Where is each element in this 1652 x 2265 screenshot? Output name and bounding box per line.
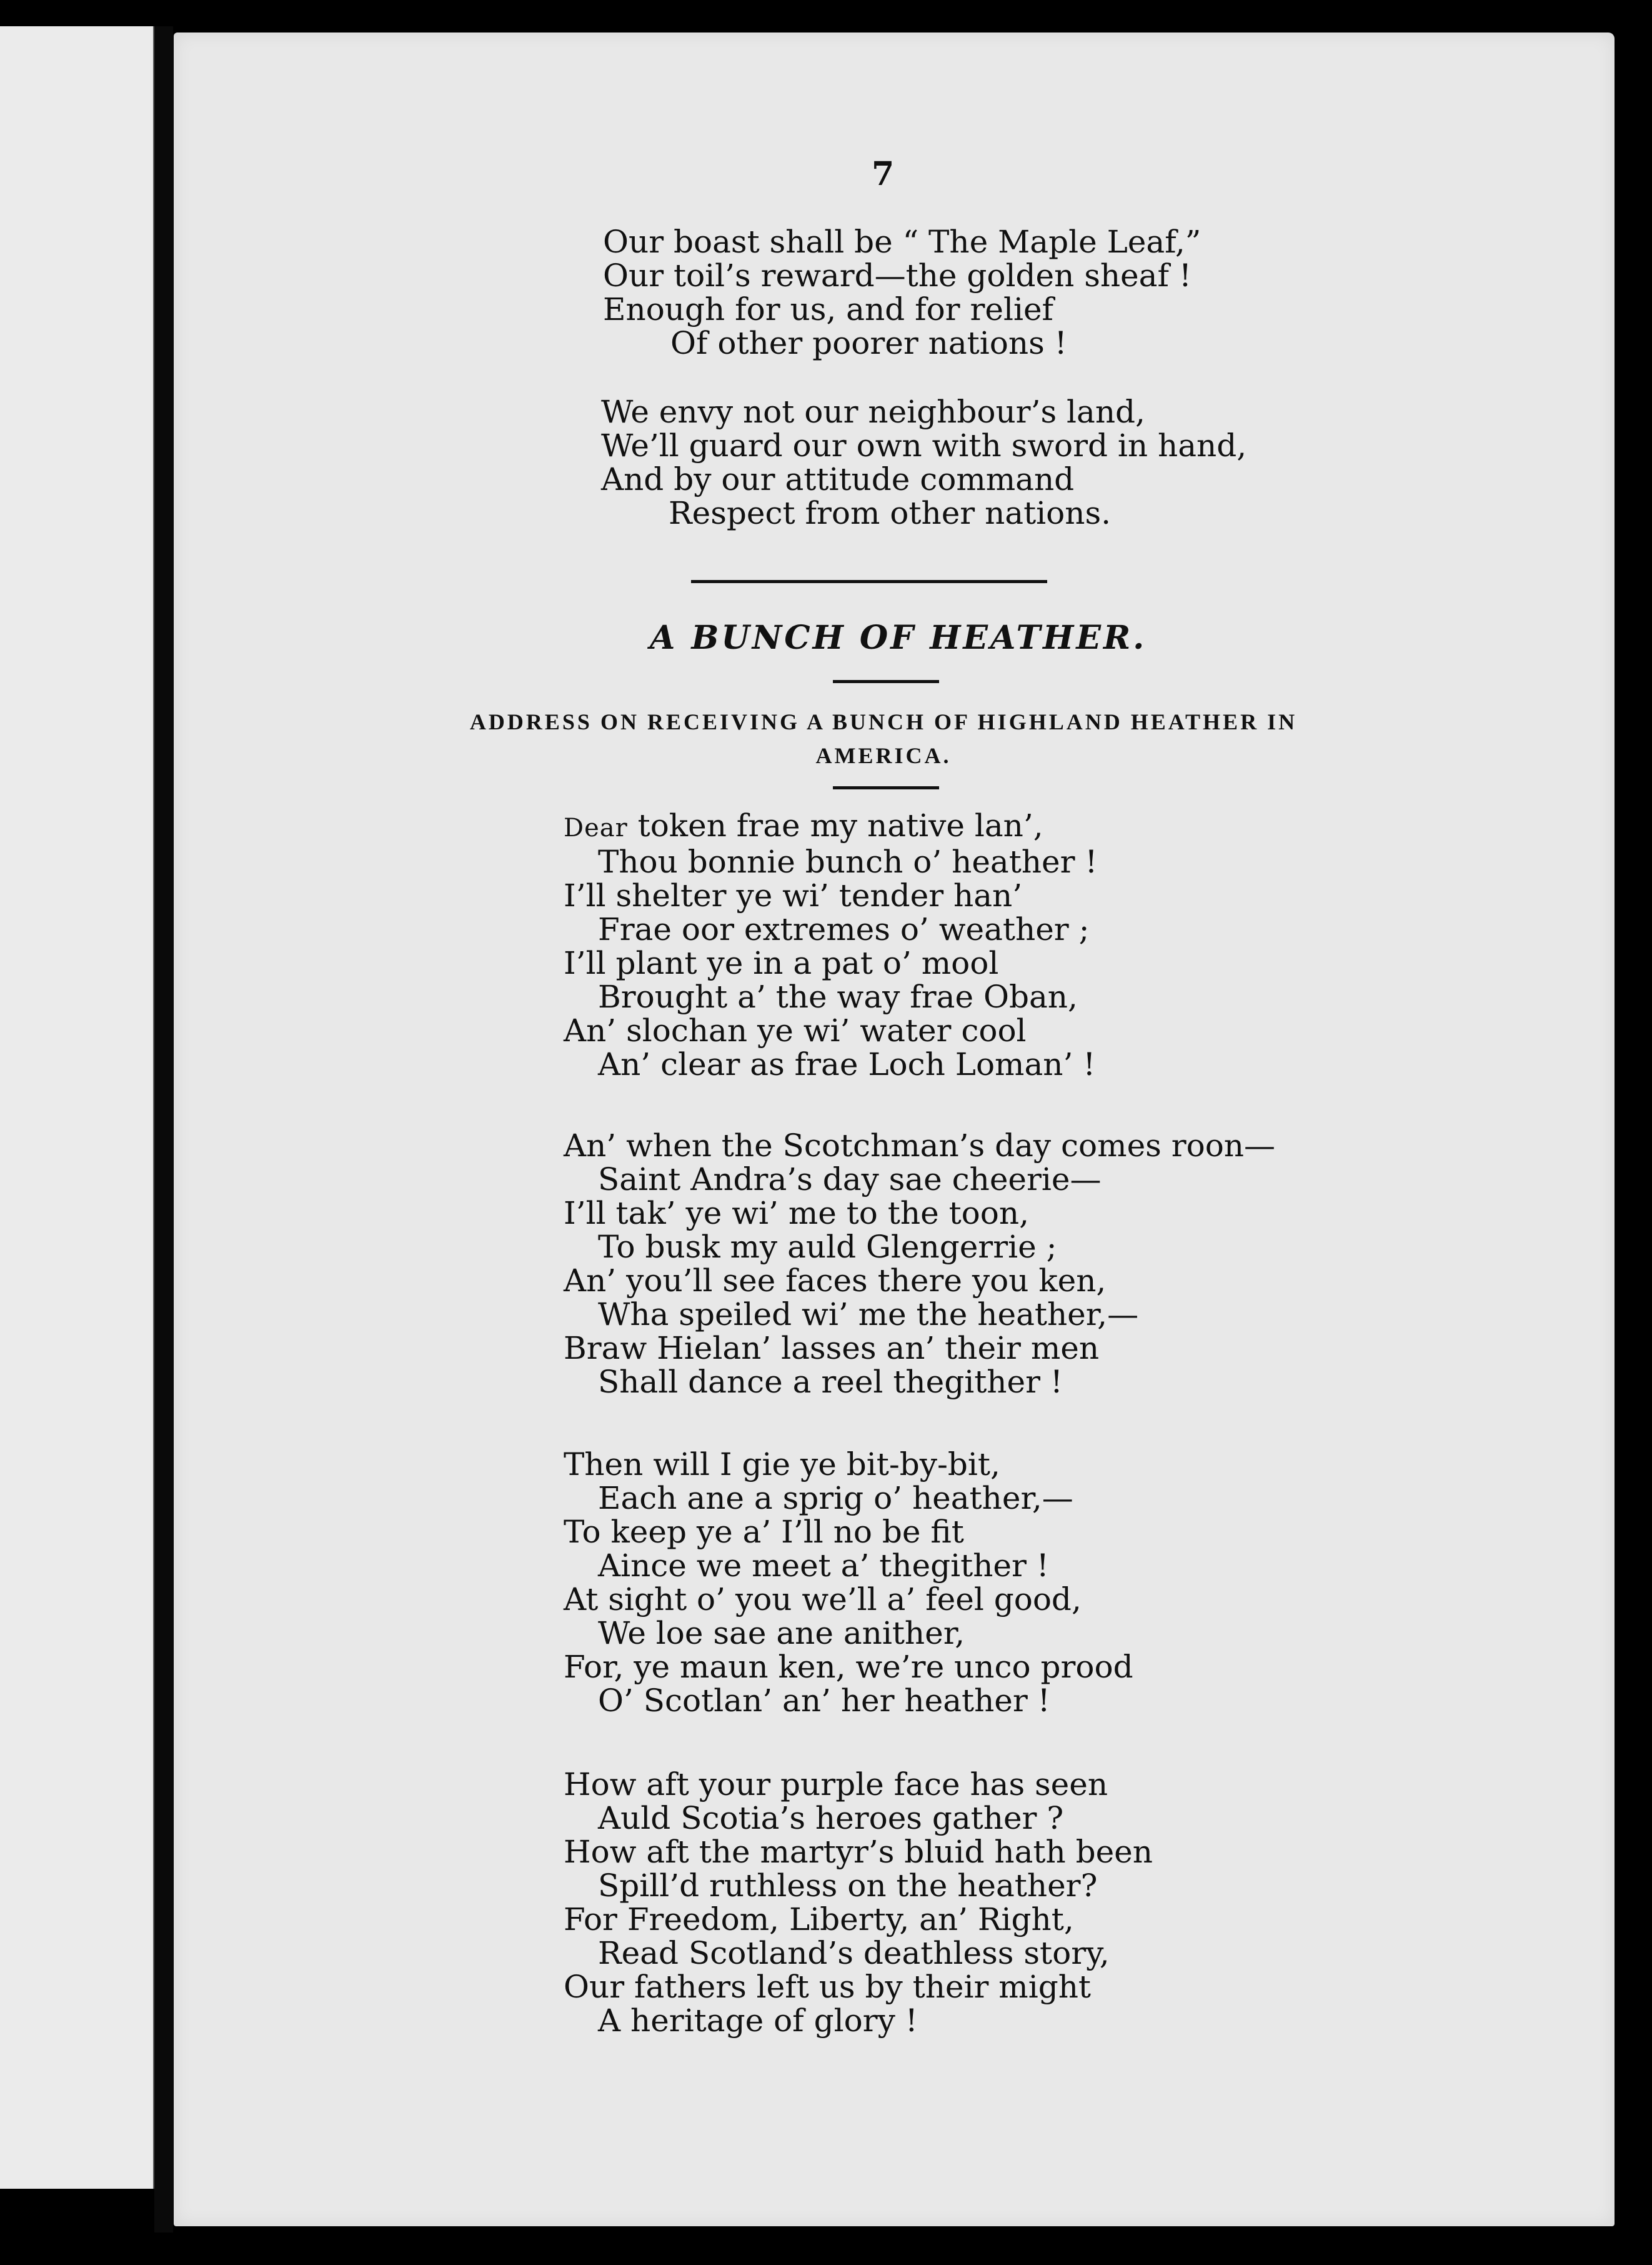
verse-line: How aft the martyr’s bluid hath been <box>564 1834 1153 1870</box>
verse-line: We envy not our neighbour’s land, <box>601 394 1145 430</box>
page-number: 7 <box>872 155 895 193</box>
subtitle-divider <box>833 786 939 789</box>
book-spine <box>154 26 173 2232</box>
verse-line: Auld Scotia’s heroes gather ? <box>598 1800 1064 1836</box>
title-divider <box>833 680 939 683</box>
verse-line: Respect from other nations. <box>669 495 1112 531</box>
verse-line: Wha speiled wi’ me the heather,— <box>598 1296 1139 1332</box>
verse-line: Saint Andra’s day sae cheerie— <box>598 1161 1102 1198</box>
verse-line: An’ slochan ye wi’ water cool <box>564 1012 1027 1049</box>
verse-line: To keep ye a’ I’ll no be fit <box>564 1514 964 1550</box>
stanza-4 <box>564 1768 1153 2038</box>
drop-word: Dear <box>564 814 628 842</box>
verse-line: Enough for us, and for relief <box>603 291 1054 328</box>
stanza-3 <box>564 1448 1133 1718</box>
verse-line: Our boast shall be “ The Maple Leaf,” <box>603 224 1202 260</box>
verse-line: Our fathers left us by their might <box>564 1969 1091 2005</box>
stanza-1 <box>564 809 1098 1081</box>
verse-line: At sight o’ you we’ll a’ feel good, <box>564 1581 1082 1618</box>
stanza-maple-leaf <box>603 225 1201 360</box>
verse-line: Brought a’ the way frae Oban, <box>598 979 1078 1015</box>
verse-line: We’ll guard our own with sword in hand, <box>601 428 1247 464</box>
verse-line: An’ clear as frae Loch Loman’ ! <box>598 1046 1096 1082</box>
verse-line: Frae oor extremes o’ weather ; <box>598 911 1090 948</box>
verse-line: For Freedom, Liberty, an’ Right, <box>564 1901 1074 1938</box>
verse-line: An’ you’ll see faces there you ken, <box>564 1262 1107 1299</box>
verse-line: How aft your purple face has seen <box>564 1766 1108 1802</box>
verse-line: Braw Hielan’ lasses an’ their men <box>564 1330 1100 1366</box>
verse-line: Of other poorer nations ! <box>670 325 1067 361</box>
verse-line: Read Scotland’s deathless story, <box>598 1935 1110 1971</box>
verse-line: An’ when the Scotchman’s day comes roon— <box>564 1128 1276 1164</box>
stanza-neighbours-land <box>601 395 1246 530</box>
verse-line: And by our attitude command <box>601 461 1075 498</box>
verse-line: Our toil’s reward—the golden sheaf ! <box>603 258 1192 294</box>
verse-line: I’ll shelter ye wi’ tender han’ <box>564 878 1023 914</box>
verse-line: Spill’d ruthless on the heather? <box>598 1868 1098 1904</box>
facing-page-edge <box>0 26 155 2189</box>
verse-line: O’ Scotlan’ an’ her heather ! <box>598 1682 1050 1719</box>
poem-subtitle: ADDRESS ON RECEIVING A BUNCH OF HIGHLAND HEATHER IN AMERICA. <box>469 709 1298 768</box>
verse-line <box>564 809 1098 845</box>
verse-line: Shall dance a reel thegither ! <box>598 1364 1063 1400</box>
verse-line: Thou bonnie bunch o’ heather ! <box>598 844 1098 880</box>
verse-line: We loe sae ane anither, <box>598 1615 965 1651</box>
verse-line: Each ane a sprig o’ heather,— <box>598 1480 1073 1516</box>
section-divider <box>691 580 1047 583</box>
verse-line: I’ll plant ye in a pat o’ mool <box>564 945 999 981</box>
verse-line: Then will I gie ye bit-by-bit, <box>564 1446 1000 1482</box>
verse-line: I’ll tak’ ye wi’ me to the toon, <box>564 1195 1029 1231</box>
verse-line: Aince we meet a’ thegither ! <box>598 1548 1049 1584</box>
verse-line: A heritage of glory ! <box>598 2002 918 2039</box>
stanza-2 <box>564 1129 1275 1399</box>
poem-title: A BUNCH OF HEATHER. <box>650 619 1147 657</box>
verse-line: For, ye maun ken, we’re unco prood <box>564 1649 1133 1685</box>
verse-line-rest: token frae my native lan’, <box>627 808 1043 844</box>
verse-line: To busk my auld Glengerrie ; <box>598 1229 1057 1265</box>
